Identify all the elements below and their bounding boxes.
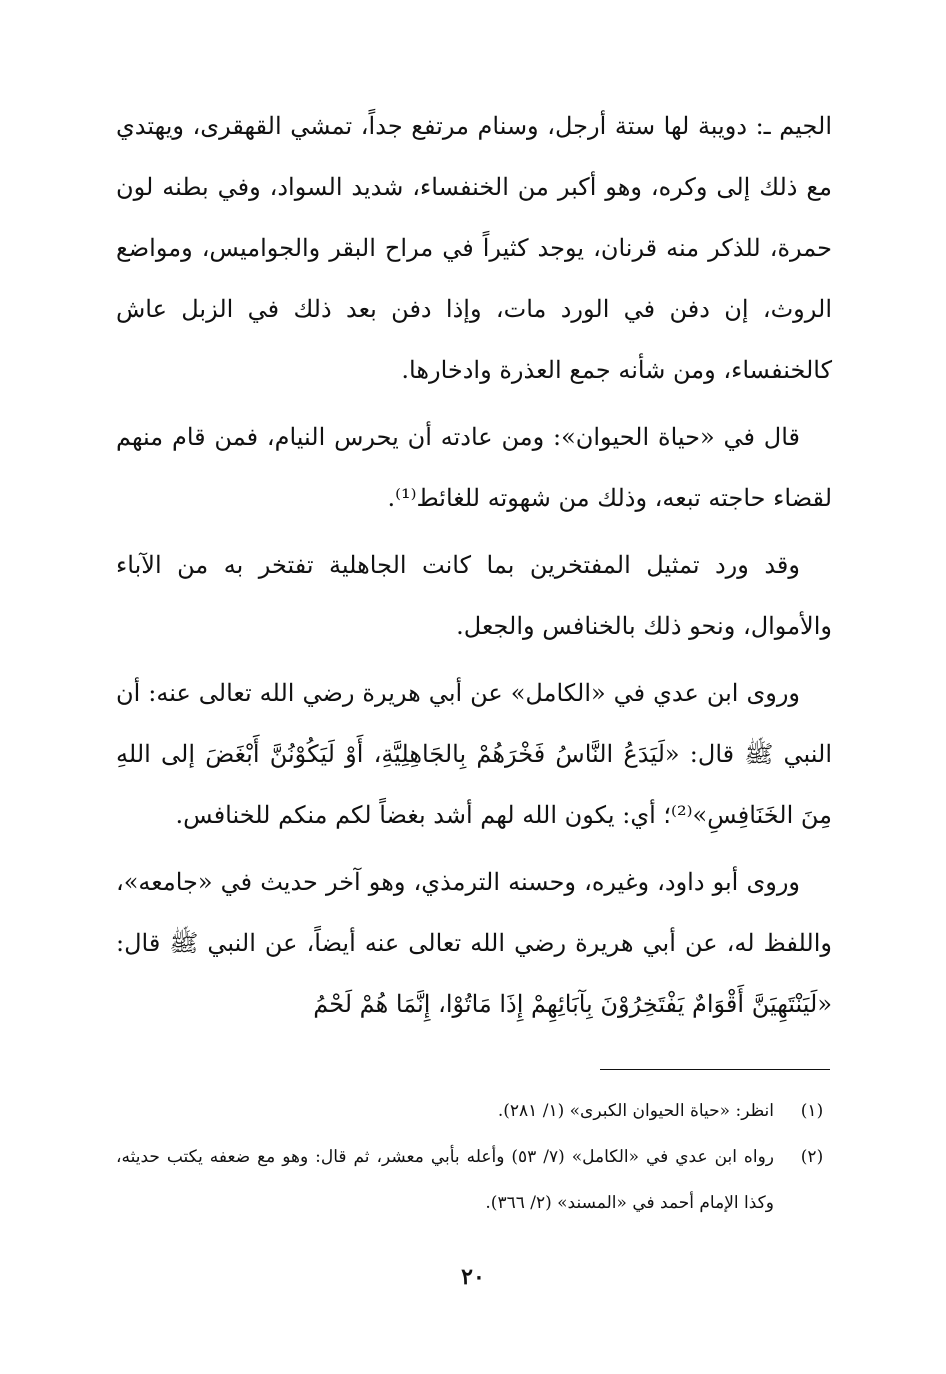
footnote-separator bbox=[600, 1069, 830, 1070]
footnote-item bbox=[116, 1134, 832, 1226]
paragraph: قال في «حياة الحيوان»: ومن عادته أن يحرس النيام، فمن قام منهم لقضاء حاجته تبعه، وذلك من شهوته للغائط⁽¹⁾. bbox=[116, 423, 832, 512]
footnote-text: رواه ابن عدي في «الكامل» (٧/ ٥٣) وأعله بأبي معشر، ثم قال: وهو مع ضعفه يكتب حديثه، وكذا الإمام أحمد في «المسند» (٢/ ٣٦٦). bbox=[116, 1147, 774, 1213]
footnote-number: (١) bbox=[800, 1101, 824, 1121]
footnote-number: (٢) bbox=[800, 1147, 824, 1167]
paragraph: الجيم ـ: دويبة لها ستة أرجل، وسنام مرتفع جداً، تمشي القهقرى، ويهتدي مع ذلك إلى وكره، وهو أكبر من الخنفساء، شديد السواد، وفي بطنه لون حمرة، للذكر منه قرنان، يوجد كثيراً في مراح البقر والجواميس، ومواضع الروث، إن دفن في الورد مات، وإذا دفن بعد ذلك في الزبل عاش كالخنفساء، ومن شأنه جمع العذرة وادخارها. bbox=[116, 112, 832, 384]
footnotes bbox=[116, 1088, 832, 1226]
page-number: ٢٠ bbox=[461, 1264, 485, 1290]
footnote-item bbox=[116, 1088, 832, 1134]
paragraph: وقد ورد تمثيل المفتخرين بما كانت الجاهلية تفتخر به من الآباء والأموال، ونحو ذلك بالخنافس والجعل. bbox=[116, 551, 832, 640]
paragraph: وروى أبو داود، وغيره، وحسنه الترمذي، وهو آخر حديث في «جامعه»، واللفظ له، عن أبي هريرة رضي الله تعالى عنه أيضاً، عن النبي ﷺ قال: «لَيَنْتَهِيَنَّ أَقْوَامٌ يَفْتَخِرُوْنَ بِآبَائِهِمْ إِذَا مَاتُوْا، إِنَّمَا هُمْ لَحْمُ bbox=[116, 868, 832, 1018]
footnote-text: انظر: «حياة الحيوان الكبرى» (١/ ٢٨١). bbox=[497, 1101, 774, 1121]
paragraph: وروى ابن عدي في «الكامل» عن أبي هريرة رضي الله تعالى عنه: أن النبي ﷺ قال: «لَيَدَعُ النَّاسُ فَخْرَهُمْ بِالجَاهِلِيَّةِ، أَوْ لَيَكُوْنُنَّ أَبْغَضَ إلى اللهِ مِنَ الخَنَافِسِ»⁽²⁾؛ أي: يكون الله لهم أشد بغضاً لكم منكم للخنافس. bbox=[116, 679, 832, 829]
main-text bbox=[116, 96, 832, 1035]
